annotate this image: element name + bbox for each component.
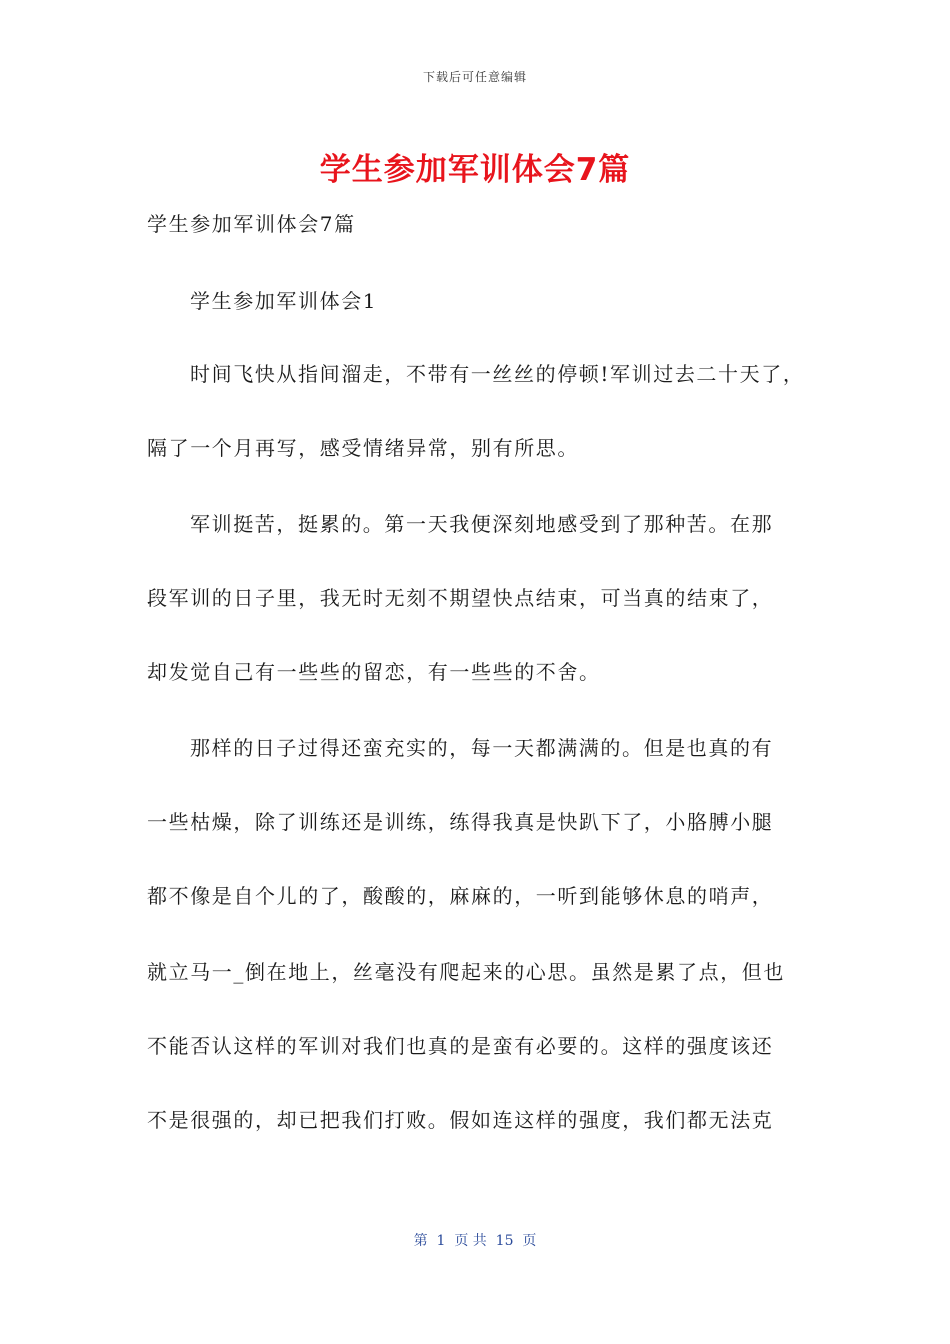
paragraph-line: 都不像是自个儿的了，酸酸的，麻麻的，一听到能够休息的哨声，: [147, 884, 774, 908]
paragraph-line: 却发觉自己有一些些的留恋，有一些些的不舍。: [147, 660, 601, 684]
document-title: 学生参加军训体会7篇: [319, 152, 631, 188]
section-heading: 学生参加军训体会1: [190, 289, 378, 313]
header-note: 下载后可任意编辑: [422, 70, 527, 84]
subtitle-line: 学生参加军训体会7篇: [147, 212, 356, 236]
paragraph-line: 时间飞快从指间溜走，不带有一丝丝的停顿!军训过去二十天了，: [190, 362, 805, 386]
paragraph-line: 隔了一个月再写，感受情绪异常，别有所思。: [147, 436, 579, 460]
paragraph-line: 那样的日子过得还蛮充实的，每一天都满满的。但是也真的有: [190, 736, 774, 760]
paragraph-line: 不能否认这样的军训对我们也真的是蛮有必要的。这样的强度该还: [147, 1034, 774, 1058]
paragraph-line: 一些枯燥，除了训练还是训练，练得我真是快趴下了，小胳膊小腿: [147, 810, 774, 834]
paragraph-line: 军训挺苦，挺累的。第一天我便深刻地感受到了那种苦。在那: [190, 512, 774, 536]
paragraph-line: 段军训的日子里，我无时无刻不期望快点结束，可当真的结束了，: [147, 586, 774, 610]
paragraph-line: 不是很强的，却已把我们打败。假如连这样的强度，我们都无法克: [147, 1108, 774, 1132]
page-footer: 第 1 页 共 15 页: [413, 1233, 537, 1249]
paragraph-line: 就立马一_倒在地上，丝毫没有爬起来的心思。虽然是累了点，但也: [147, 960, 785, 984]
